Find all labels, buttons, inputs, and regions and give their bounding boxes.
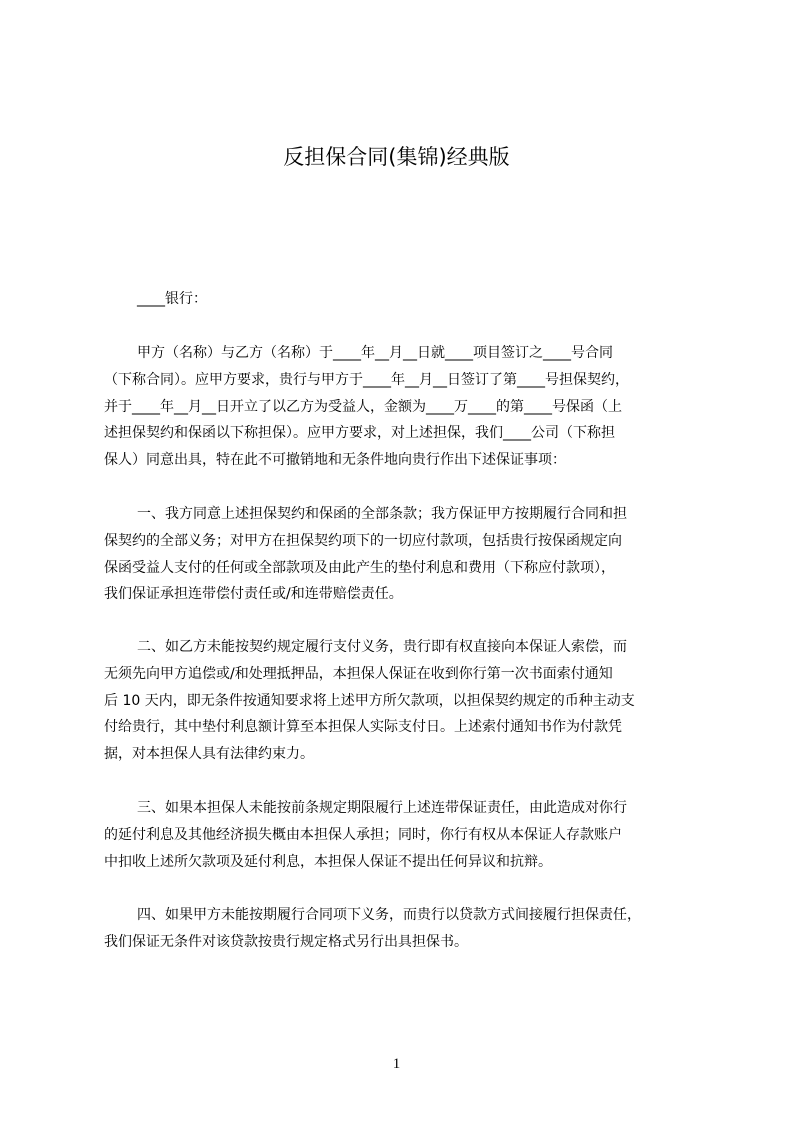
paragraph-line: 四、如果甲方未能按期履行合同项下义务，而贵行以贷款方式间接履行担保责任，	[137, 907, 641, 923]
paragraph-line: 三、如果本担保人未能按前条规定期限履行上述连带保证责任，由此造成对你行	[137, 800, 627, 816]
paragraph-line: 据，对本担保人具有法律约束力。	[104, 746, 314, 763]
document-title: 反担保合同(集锦)经典版	[283, 145, 510, 169]
paragraph-line: 我们保证无条件对该贷款按贵行规定格式另行出具担保书。	[104, 933, 468, 950]
paragraph-line: 我们保证承担连带偿付责任或/和连带赔偿责任。	[104, 586, 403, 603]
paragraph-line: （下称合同）。应甲方要求，贵行与甲方于____年__月__日签订了第____号担保契约，	[104, 371, 629, 388]
paragraph-line: 保函受益人支付的任何或全部款项及由此产生的垫付利息和费用（下称应付款项），	[104, 559, 615, 576]
paragraph-line: 付给贵行，其中垫付利息额计算至本担保人实际支付日。上述索付通知书作为付款凭	[104, 719, 622, 736]
paragraph-line: 二、如乙方未能按契约规定履行支付义务，贵行即有权直接向本保证人索偿，而	[137, 639, 627, 655]
clause-four	[104, 902, 700, 956]
paragraph-line: 后 10 天内，即无条件按通知要求将上述甲方所欠款项，以担保契约规定的币种主动支	[104, 692, 635, 709]
paragraph-line: 保人）同意出具，特在此不可撤销地和无条件地向贵行作出下述保证事项：	[104, 452, 566, 469]
clause-two	[104, 634, 700, 768]
paragraph-line: 甲方（名称）与乙方（名称）于____年__月__日就____项目签订之____号合同	[137, 345, 613, 361]
clause-three	[104, 795, 700, 875]
clause-one	[104, 501, 700, 608]
paragraph-line: 保契约的全部义务；对甲方在担保契约项下的一切应付款项，包括贵行按保函规定向	[104, 532, 622, 549]
addressee-line: ____银行：	[137, 291, 207, 307]
paragraph-line: 述担保契约和保函以下称担保）。应甲方要求，对上述担保，我们____公司（下称担	[104, 425, 615, 442]
paragraph-line: 无须先向甲方追偿或/和处理抵押品，本担保人保证在收到你行第一次书面索付通知	[104, 665, 613, 682]
paragraph-line: 一、我方同意上述担保契约和保函的全部条款；我方保证甲方按期履行合同和担	[137, 506, 627, 522]
paragraph-line: 的延付利息及其他经济损失概由本担保人承担；同时，你行有权从本保证人存款账户	[104, 826, 622, 843]
paragraph-line: 并于____年__月__日开立了以乙方为受益人，金额为____万____的第____号保函（上	[104, 398, 622, 415]
paragraph-intro	[104, 340, 700, 474]
paragraph-line: 中扣收上述所欠款项及延付利息，本担保人保证不提出任何异议和抗辩。	[104, 853, 552, 870]
page-number: 1	[392, 1056, 401, 1072]
